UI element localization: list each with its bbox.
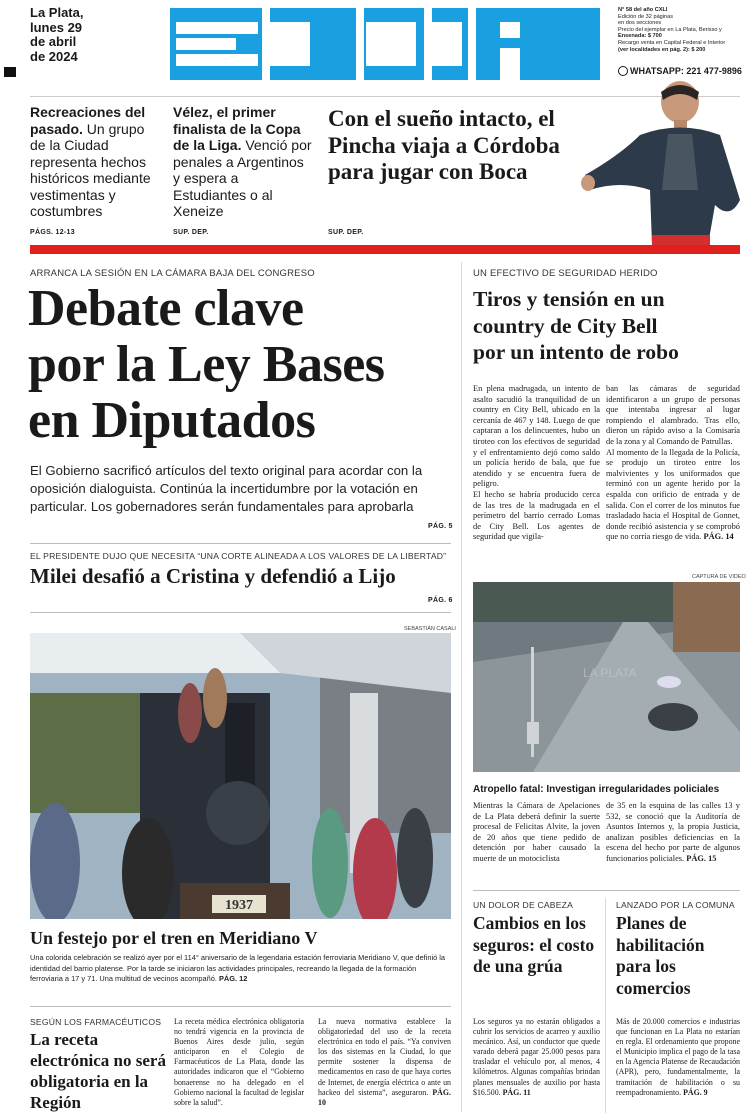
whatsapp-icon	[618, 66, 628, 76]
teaser-velez-page: SUP. DEP.	[173, 229, 209, 236]
seguros-headline[interactable]: Cambios en los seguros: el costo de una grúa	[473, 913, 595, 976]
seguros-text: Los seguros ya no estarán obligados a cubrir los servicios de acarreo y auxilio mecánico. Así, un conductor que quede varado deberá pagar 25.000 pesos para trasladar el vehículo por, al menos, 4 kilómetros. Algunas compañías brindan planes mensuales de auxilio por hasta $16.500. PÁG. 11	[473, 1017, 600, 1097]
atropello-col1: Mientras la Cámara de Apelaciones de La Plata deberá definir la suerte procesal de Felicitas Alvite, la joven de 20 años que tiene pedido de detención por haber causado la muerte de un motociclista	[473, 801, 600, 863]
teaser-recreaciones[interactable]: Recreaciones del pasado. Un grupo de la Ciudad representa hechos históricos mediante vestimentas y costumbres	[30, 104, 151, 219]
lead-headline[interactable]: Debate clave por la Ley Bases en Diputados	[28, 280, 385, 449]
newspaper-logo[interactable]	[170, 8, 600, 80]
player-photo	[580, 80, 745, 245]
teaser-pincha-headline[interactable]: Con el sueño intacto, el Pincha viaja a Córdoba para jugar con Boca	[328, 106, 560, 184]
tren-text: Una colorida celebración se realizó ayer por el 114° aniversario de la legendaria estación ferroviaria Meridiano V, que definió la identidad del barrio platense. Por la tarde se iniciaron las actividades principales, recreando la llegada de la formación ferroviaria a 17 y 71. Una multitud de vecinos acompañó. PÁG. 12	[30, 953, 446, 983]
teaser-recreaciones-page: PÁGS. 12-13	[30, 229, 75, 236]
lead-kicker: ARRANCA LA SESIÓN EN LA CÁMARA BAJA DEL CONGRESO	[30, 268, 315, 279]
milei-kicker: EL PRESIDENTE DUJO QUE NECESITA “UNA CORTE ALINEADA A LOS VALORES DE LA LIBERTAD”	[30, 551, 447, 561]
receta-col2: La nueva normativa establece la obligatoriedad del uso de la receta electrónica en todo el país. “Ya conviven los dos sistemas en la Ciudad, lo que permite sostener la dispensa de medicamentos en caso de que haya cortes de Internet, de energía eléctrica o ante un hackeo del sistema”, aseguraron. PÁG. 10	[318, 1017, 451, 1107]
country-headline[interactable]: Tiros y tensión en un country de City Bell por un intento de robo	[473, 287, 679, 364]
lead-page: PÁG. 5	[428, 523, 453, 530]
red-divider	[30, 245, 740, 254]
corner-mark	[4, 67, 16, 77]
atropello-photo	[473, 582, 740, 772]
receta-col1: La receta médica electrónica obligatoria no tendrá vigencia en la provincia de Buenos Aires desde julio, según anticiparon en el Colegio de Farmacéuticos de La Plata, donde las autoridades indicaron que el “Gobierno bonaerense no ha delegado en el Gobierno nacional la facultad de legislar sobre la salud”.	[174, 1017, 304, 1107]
country-col1: En plena madrugada, un intento de asalto sacudió la tranquilidad de un country en City Bell, ubicado en la cercanía de 467 y 148. Luego de que captaran a los delincuentes, hubo un tiroteo con los efectivos de seguridad y el enfrentamiento dejó como saldo un policía herido de bala, que fue atendido y se encuentra fuera de peligro. El hecho se habría producido cerca de las tres de la madrugada en el perímetro del barrio cerrado Lomas de City Bell. Los agentes de seguridad que vigila-	[473, 384, 600, 542]
comercios-kicker: LANZADO POR LA COMUNA	[616, 900, 735, 910]
teaser-velez[interactable]: Vélez, el primer finalista de la Copa de la Liga. Venció por penales a Argentinos y espera a Estudiantes o al Xeneize	[173, 104, 312, 219]
tren-photo	[30, 633, 451, 919]
column-divider	[461, 262, 462, 1112]
engine-number: 1937	[225, 898, 253, 913]
country-kicker: UN EFECTIVO DE SEGURIDAD HERIDO	[473, 268, 658, 279]
seguros-kicker: UN DOLOR DE CABEZA	[473, 900, 574, 910]
comercios-headline[interactable]: Planes de habilitación para los comercios	[616, 913, 705, 998]
logo-wordmark	[170, 8, 600, 80]
atropello-photo-credit: CAPTURA DE VIDEO	[692, 574, 746, 580]
video-watermark: LA PLATA	[583, 666, 637, 680]
edition-info: N° 58 del año CXLI Edición de 32 páginas en dos secciones Precio del ejemplar en La Plata, Berisso y Ensenada: $ 700 Recargo venta en Capital Federal e Interior (ver localidades en pág. 2): $ 200	[618, 7, 726, 53]
bottom-column-divider	[605, 898, 606, 1113]
lead-deck: El Gobierno sacrificó artículos del texto original para acordar con la oposición dialoguista. Continúa la incertidumbre por la votación en particular. Los gobernadores serán fundamentales para aprobarla	[30, 463, 423, 514]
country-col2: ban las cámaras de seguridad identificaron a un grupo de personas que intentaba ingresar al lugar rompiendo el alambrado. Tras ello, dieron un rápido aviso a la Comisaría de la zona y al Comando de Patrullas. Al momento de la llegada de la Policía, se produjo un tiroteo entre los malvivientes y los uniformados que terminó con un agente herido por la espalda con orificio de entrada y de salida. Con el correr de los minutos fue trasladado hacia el Hospital de Gonnet, donde recibió asistencia y se comprobó que no corría riesgo de vida. PÁG. 14	[606, 384, 740, 542]
atropello-col2: de 35 en la esquina de las calles 13 y 532, se conoció que la Auditoría de Asuntos Internos y, la propia Justicia, analizan posibles deficiencias en la escena del hecho por parte de algunos funcionarios policiales. PÁG. 15	[606, 801, 740, 863]
receta-headline[interactable]: La receta electrónica no será obligatoria en la Región	[30, 1030, 166, 1112]
whatsapp-contact[interactable]: WHATSAPP: 221 477-9896	[618, 66, 742, 76]
receta-kicker: SEGÚN LOS FARMACÉUTICOS	[30, 1017, 162, 1027]
tren-photo-credit: SEBASTIÁN CASALI	[404, 626, 456, 632]
milei-headline[interactable]: Milei desafió a Cristina y defendió a Lijo	[30, 564, 396, 588]
tren-headline[interactable]: Un festejo por el tren en Meridiano V	[30, 928, 318, 948]
comercios-text: Más de 20.000 comercios e industrias que funcionan en La Plata no estarían en regla. El ordenamiento que propone el Municipio implica el pago de la tasa en la Agencia Platense de Recaudación (APR), pero, fundamentalmente, la tramitación de habilitación o su reempadronamiento. PÁG. 9	[616, 1017, 740, 1097]
edition-date: La Plata, lunes 29 de abril de 2024	[30, 5, 84, 64]
teaser-pincha-page: SUP. DEP.	[328, 229, 364, 236]
milei-page: PÁG. 6	[428, 597, 453, 604]
atropello-headline[interactable]: Atropello fatal: Investigan irregularidades policiales	[473, 784, 720, 795]
